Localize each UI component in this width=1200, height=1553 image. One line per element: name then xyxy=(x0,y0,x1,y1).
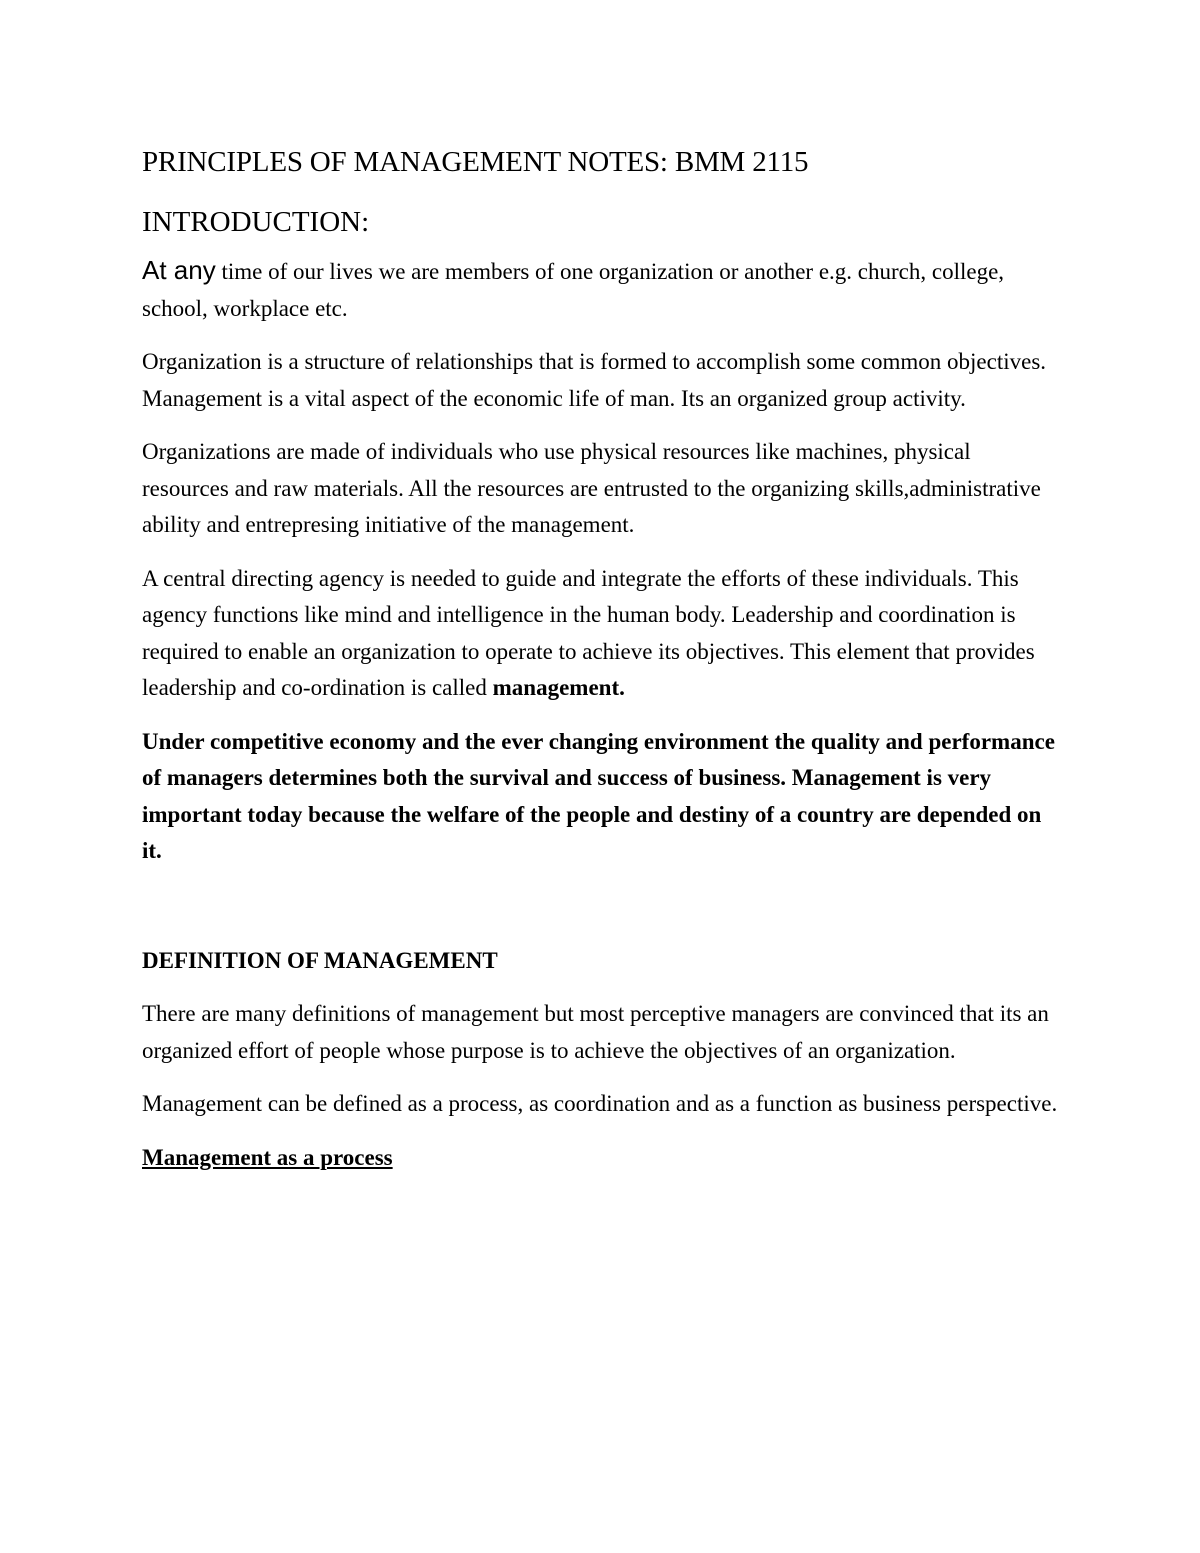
paragraph-definitions: There are many definitions of management but most perceptive managers are convinced that its an organized effort of people whose purpose is to achieve the objectives of an organization. xyxy=(142,1001,1049,1063)
paragraph-intro-lead: At any xyxy=(142,255,216,285)
section-spacer xyxy=(142,887,1062,943)
introduction-heading: INTRODUCTION: xyxy=(142,206,370,238)
paragraph-organization: Organization is a structure of relationships that is formed to accomplish some common objectives. Management is a vital aspect of the economic life of man. Its an organized group activity. xyxy=(142,349,1047,411)
management-bold-term: management. xyxy=(492,675,625,700)
paragraph-individuals: Organizations are made of individuals who use physical resources like machines, physical resources and raw materials. All the resources are entrusted to the organizing skills,administrative ability and entrepresing initiative of the management. xyxy=(142,439,1041,537)
paragraph-directing-agency xyxy=(142,561,1062,707)
document-title: PRINCIPLES OF MANAGEMENT NOTES: BMM 2115 xyxy=(142,146,809,178)
management-as-process-heading: Management as a process xyxy=(142,1144,393,1170)
document-body xyxy=(142,140,1062,1176)
paragraph-management-defined: Management can be defined as a process, as coordination and as a function as business perspective. xyxy=(142,1091,1058,1116)
paragraph-intro-rest: time of our lives we are members of one organization or another e.g. church, college, school, workplace etc. xyxy=(142,259,1005,321)
paragraph-competitive-economy: Under competitive economy and the ever changing environment the quality and performance of managers determines both the survival and success of business. Management is very important today because the welfare of the people and destiny of a country are depended on it. xyxy=(142,728,1055,863)
definition-heading: DEFINITION OF MANAGEMENT xyxy=(142,947,498,973)
paragraph-directing-agency-text: A central directing agency is needed to guide and integrate the efforts of these individuals. This agency functions like mind and intelligence in the human body. Leadership and coordination is required to enable an organization to operate to achieve its objectives. This element that provides leadership and co-ordination is called xyxy=(142,565,1035,700)
paragraph-intro xyxy=(142,252,1062,327)
